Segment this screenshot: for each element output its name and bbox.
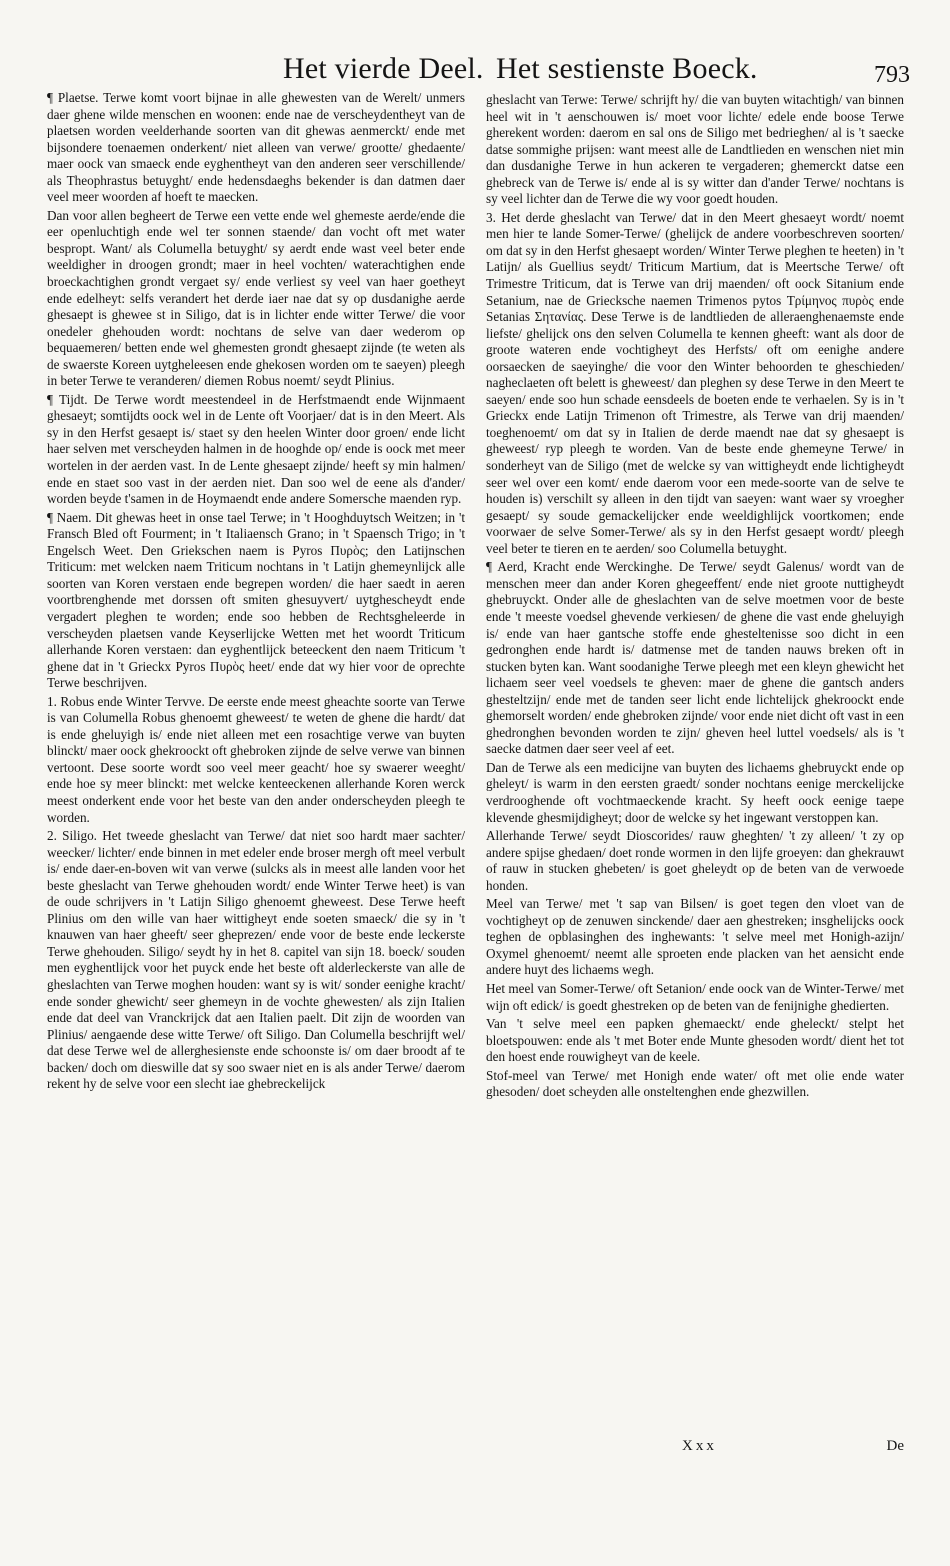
book-title: Het sestienste Boeck. (496, 52, 758, 85)
right-column (486, 92, 904, 1101)
signature-mark: Xxx (682, 1438, 717, 1454)
page-number: 793 (874, 62, 910, 88)
paragraph: ¶ Plaetse. Terwe komt voort bijnae in alle ghewesten van de Werelt/ unmers daer ghene wilde menschen en woonen: ende nae de verscheydentheyt van de plaetsen worden veelderhande soorten van dit ghewas aenmerckt/ ende met bijsondere toenaemen onderkent/ niet alleen van verwe/ grootte/ ghedaente/ maer oock van smaeck ende eyghentheyt van den anderen seer verschillende/ als Theophrastus betuyght/ ende hedensdaeghs bekender is dan datmen daer veel meer woorden af hoeft te maecken. (47, 90, 465, 205)
catchword: De (886, 1438, 904, 1454)
running-header (0, 48, 950, 92)
paragraph: ¶ Aerd, Kracht ende Werckinghe. De Terwe/ seydt Galenus/ wordt van de menschen meer dan ander Koren ghegeeffent/ ende niet groote nuttigheydt ghebruyckt. Onder alle de gheslachten van de selve moetmen voor de beste ende 't meeste voedsel ghevende verkiesen/ de ghene die vast ende gheluyigh is/ ende van haer gantsche stoffe ende ghesteltenisse soo dicht in een gedronghen ende hardt is/ datmense met de tanden nauws breken oft in stucken byten kan. Want soodanighe Terwe pleegh met een kleyn ghewicht het lichaem seer veel voedsels te gheven: maer de ghene die gantsch anders ghesteltzijn/ ende met de tanden seer licht ende lichtelijck ghekroockt ende ghemorselt worden/ ende ghebroken zijnde/ voor ende niet dicht oft vast in een ghedronghen bevonden worden te zijn/ gheven heel luttel voedsels/ als is 't saecke datmen daer seer veel af eet. (486, 559, 904, 757)
paragraph: Meel van Terwe/ met 't sap van Bilsen/ is goet tegen den vloet van de vochtigheyt op de zenuwen sinckende/ daer aen ghestreken; insghelijcks oock teghen de opblasinghen des inghewants: 't selve meel met Honigh-azijn/ Oxymel ghenoemt/ neemt alle sproeten ende placken van het aensicht ende andere huyt des lichaems wegh. (486, 896, 904, 978)
paragraph: ¶ Naem. Dit ghewas heet in onse tael Terwe; in 't Hooghduytsch Weitzen; in 't Fransch Bled oft Fourment; in 't Italiaensch Grano; in 't Spaensch Trigo; in 't Engelsch Weet. Den Griekschen naem is Pyros Πυρὸς; den Latijnschen Triticum: met welcken naem Triticum nochtans in 't Latijn ghemeynlijck alle soorten van Koren verstaen ende begrepen worden/ die haer saedt in aeren voortbrenghende met dorssen oft smiten ghesuyvert/ uytghescheydt ende vergadert pleghen te worden; ende soo hebben de Rechtsgheleerde in verscheyden plaetsen vande Keyserlijcke Wetten met het woordt Triticum allerhande Koren verstaen: dan eyghentlijck beteeckent den naem Triticum 't ghene dat in 't Grieckx Pyros Πυρὸς heet/ ende dat wy hier voor de oprechte Terwe beschrijven. (47, 509, 465, 691)
paragraph: ¶ Tijdt. De Terwe wordt meestendeel in de Herfstmaendt ende Wijnmaent ghesaeyt; somtijdts oock wel in de Lente oft Voorjaer/ dat is in den Meert. Als sy in den Herfst gesaept is/ staet sy den heelen Winter door groen/ ende licht haer selven met verscheyden halmen in de hooghde op/ ende is oock met meer wortelen in der aerden vast. In de Lente ghesaept zijnde/ heeft sy min halmen/ ende en staet soo vast in der aerden niet. Dan soo wel de eene als d'ander/ worden beyde t'samen in de Hoymaendt ende andere Somersche maenden ryp. (47, 391, 465, 507)
paragraph: Van 't selve meel een papken ghemaeckt/ ende gheleckt/ stelpt het bloetspouwen: ende als 't met Boter ende Munte ghesoden wordt/ dient het tot den hoest ende rouwigheyt van de keele. (486, 1016, 904, 1065)
paragraph: 3. Het derde gheslacht van Terwe/ dat in den Meert ghesaeyt wordt/ noemt men hier te lande Somer-Terwe/ (ghelijck de andere voorbeschreven soorten/ om dat sy in den Herfst ghesaept worden/ Winter Terwe pleghen te heeten) in 't Latijn/ als Guellius seydt/ Triticum Martium, dat is Meertsche Terwe/ oft Trimestre Triticum, dat is Terwe van drij maenden/ oft oock Sitanium ende Setanium, nae de Griecksche naemen Trimenos pytos Τρίμηνος πυρὸς ende Setanias Σητανίας. Dese Terwe is de landtlieden de alleraenghenaemste ende liefste/ ghelijck ons den selven Columella te kennen gheeft: want als door de groote wateren ende vochtigheyt des Herfsts/ oft om eenighe andere oorsaecken de saeyinghe/ die voor den Winter behoorden te gheschieden/ nagheclaeten oft belett is gheweest/ dan pleghen sy dese Terwe in den Meert te saeyen/ ende soo hun schade eensdeels de boeten ende te verhaelen. Sy is in 't Grieckx ende Latijn Trimenon oft Trimestre, als Terwe van drij maenden/ toeghenoemt/ om dat sy in Italien de derde maendt nae dat sy ghesaept is gheweest/ ryp pleegh te worden. Van de beste ende ghemeyne Terwe/ in sonderheyt van de Siligo (met de welcke sy van wittigheydt ende lichtigheydt seer wel over een komt/ ende daerom voor een mede-soorte van de selve te houden is) verschilt sy alleen in den tijdt van saeyen: want waer sy vroegher gesaept/ sy soude gemackelijcker ende weeldighlijck voortkomen; ende voorwaer de selve Somer-Terwe/ als sy in den Herfst gesaept wordt/ pleegh veel beter te tieren en te aerden/ soo Columella betuyght. (486, 209, 904, 556)
paragraph: gheslacht van Terwe: Terwe/ schrijft hy/ die van buyten witachtigh/ van binnen heel wit in 't aenschouwen is/ moet voor lichte/ edele ende boose Terwe gherekent worden: daerom en sal ons de Siligo met bedrieghen/ al is 't saecke datse sommighe prijsen: want meest alle de Landtlieden en wenschen niet min dan dusdanighe Terwe in hun ackeren te vergaderen; ghemerckt datse een ghebreck van de Terwe is/ ende al is sy witter dan d'ander Terwe/ nochtans is sy veel lichter dan de Terwe die wy voor goedt houden. (486, 92, 904, 207)
paragraph: Het meel van Somer-Terwe/ oft Setanion/ ende oock van de Winter-Terwe/ met wijn oft edick/ is goedt ghestreken op de beten van de fenijnighe ghedierten. (486, 980, 904, 1013)
paragraph: Dan de Terwe als een medicijne van buyten des lichaems ghebruyckt ende op gheleyt/ is warm in den eersten graedt/ sonder nochtans eenige merckelijcke verdrooghende oft vochtmaeckende kracht. Sy heeft oock eenige taepe klevende ghesmijdigheyt; door de welcke sy het ingewant verstoppen kan. (486, 759, 904, 825)
paragraph: 1. Robus ende Winter Tervve. De eerste ende meest gheachte soorte van Terwe is van Columella Robus ghenoemt gheweest/ te weten de ghene die hardt/ dat is ende gheluyigh is/ ende niet alleen met een rosachtige verwe van buyten blinckt/ maer oock ghekroockt oft ghebroken zijnde de selve verwe van binnen vertoont. Dese soorte wordt soo veel meer geacht/ hoe sy swaerer weeght/ ende hoe sy meer blinckt: met welcke kenteeckenen allerhande Koren werck meest onderkent ende voor het beste van den ander onderscheyden pleegh te worden. (47, 693, 465, 825)
left-column (47, 90, 465, 1093)
paragraph: 2. Siligo. Het tweede gheslacht van Terwe/ dat niet soo hardt maer sachter/ weecker/ lichter/ ende binnen in met edeler ende broser mergh oft meel verbult is/ ende daer-en-boven wit van verwe (sulcks als in meest alle landen voor het beste gheslacht van Terwe ghehouden wordt/ ende Winter Terwe heet) is van de oude schrijvers in 't Latijn Siligo ghenoemt gheweest. Dese Terwe heeft Plinius om den wille van haer wittigheyt ende soeten smaeck/ die sy in 't knauwen van haer gheeft/ seer gheprezen/ ende voor de beste ende leckerste Terwe ghehouden. Siligo/ seydt hy in het 8. capitel van sijn 18. boeck/ souden men eyghentlijck voor het puyck ende het beste oft alderleckerste van alle de gheslachten van Terwe moghen houden: want sy is wit/ sonder eenighe kracht/ ende sonder ghewicht/ seer ghemeyn in de vochte ghewesten/ als zijn Italien ende dat deel van Vranckrijck dat aen Italien paelt. Dit zijn de woorden van Plinius/ aengaende dese witte Terwe/ oft Siligo. Dan Columella beschrijft wel/ dat dese Terwe wel de allerghesienste ende schoonste is/ om daer broodt af te backen/ doch om dieswille dat sy soo swaer niet en is als ander Terwe/ daerom rekent hy de selve voor een slecht iae ghebreckelijck (47, 828, 465, 1092)
paragraph: Allerhande Terwe/ seydt Dioscorides/ rauw gheghten/ 't zy alleen/ 't zy op andere spijse ghedaen/ doet ronde wormen in den lijfe groeyen: dan ghekrauwt of rauw in stucken ghebeten/ is goet gheleydt op de beten van de verwoede honden. (486, 828, 904, 893)
paragraph: Dan voor allen begheert de Terwe een vette ende wel ghemeste aerde/ende die eer openluchtigh ende wel ter sonnen staende/ dan vocht oft met water bespropt. Want/ als Columella betuyght/ sy aerdt ende wast veel beter ende weeldigher in droogen grondt; maer in heel vochten/ waterachtighen ende broeckachtighen grondt vergaet sy/ ende verliest sy veel van haer goetheyt ende edelheyt: selfs verandert het derde iaer nae dat sy op dusdanighe aerde ghesaept is ghewee st in Siligo, dat is in lichter ende witter Terwe/ die voor onedeler ghehouden wordt: nochtans de selve van daer wederom op bequaemeren/ betten ende wel ghemesten grondt ghesaept zijnde (te weten als de swaerste Koreen uytgheleesen ende ghekosen worden om te saeyen) pleegh in beter Terwe te veranderen/ diemen Robus noemt/ seydt Plinius. (47, 207, 465, 389)
paragraph: Stof-meel van Terwe/ met Honigh ende water/ oft met olie ende water ghesoden/ doet scheyden alle onsteltenghen ende ghezwillen. (486, 1067, 904, 1100)
page-footer (486, 1438, 904, 1458)
part-title: Het vierde Deel. (283, 52, 484, 85)
